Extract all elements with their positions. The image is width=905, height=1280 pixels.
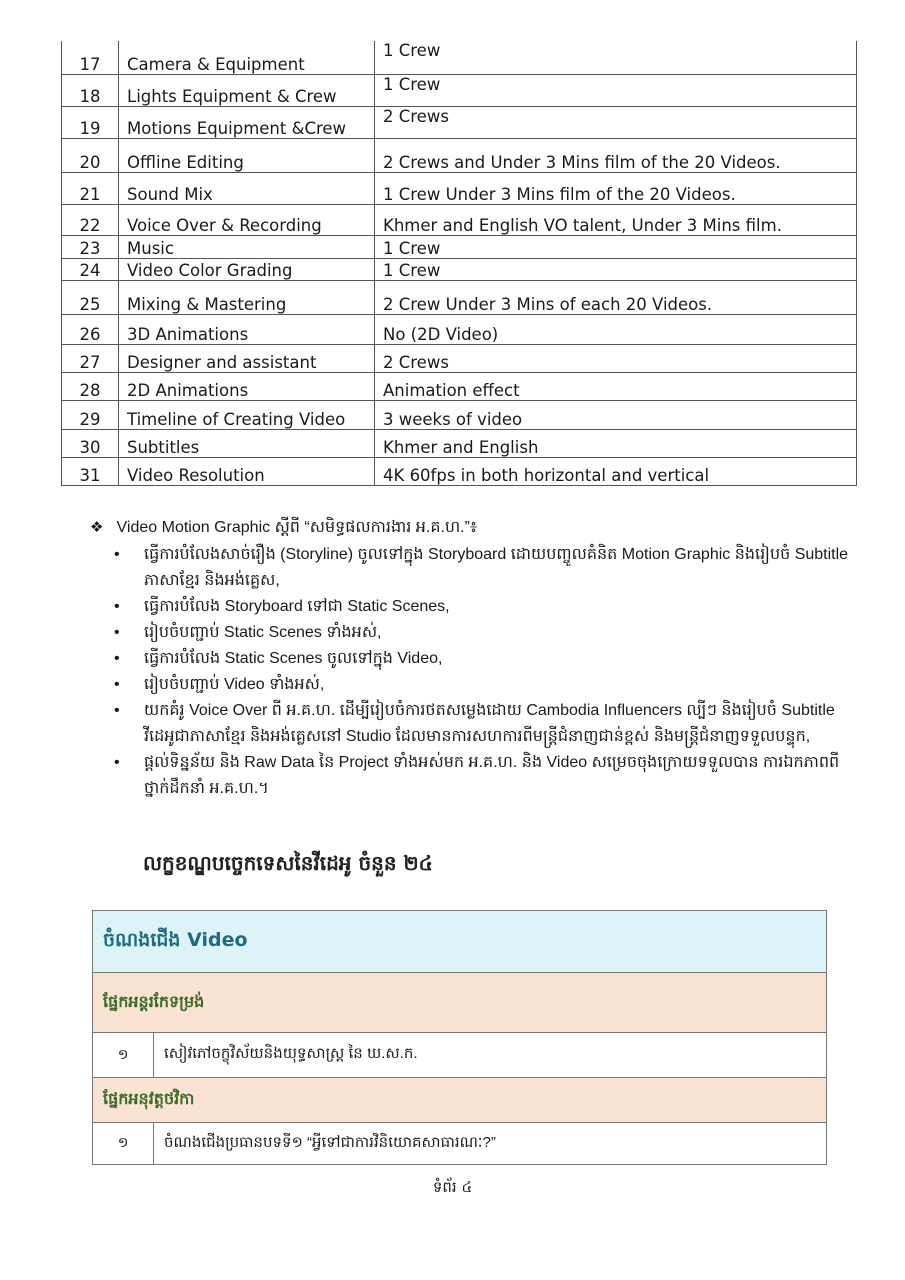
- list-item: [114, 672, 859, 698]
- row-value: Animation effect: [375, 372, 857, 400]
- list-item: [114, 620, 859, 646]
- bullet-text: ផ្តល់ទិន្នន័យ និង Raw Data នៃ Project ទាំងអស់មក អ.គ.ហ. និង Video សម្រេចចុងក្រោយទទួលបាន ការឯកភាពពីថ្នាក់ដឹកនាំ អ.គ.ហ.។: [144, 754, 840, 797]
- list-item: [114, 594, 859, 620]
- row-number: 20: [62, 138, 119, 172]
- bullet-dot-icon: •: [114, 624, 120, 641]
- row-value: 2 Crews and Under 3 Mins film of the 20 Videos.: [375, 138, 857, 172]
- group-header-2: ផ្នែកអនុវត្តថវិកា: [93, 1077, 826, 1122]
- bullet-list: [114, 542, 859, 802]
- table-row: [62, 41, 857, 74]
- bullet-dot-icon: •: [114, 676, 120, 693]
- row-item: 3D Animations: [119, 314, 375, 344]
- table-row: [62, 258, 857, 280]
- table-row: [62, 429, 857, 457]
- row-number: 28: [62, 372, 119, 400]
- row-value: 3 weeks of video: [375, 400, 857, 429]
- row-number: ១: [93, 1033, 154, 1077]
- bullet-text: ធ្វើការបំលែងសាច់រឿង (Storyline) ចូលទៅក្នុង Storyboard ដោយបញ្ចូលគំនិត Motion Graphic និងរៀបចំ Subtitle ភាសាខ្មែរ និងអង់គ្លេស,: [144, 546, 849, 589]
- row-item: Camera & Equipment: [119, 41, 375, 74]
- list-item: [114, 542, 859, 594]
- table-row: [62, 400, 857, 429]
- table-row: [62, 344, 857, 372]
- bullet-text: ធ្វើការបំលែង Storyboard ទៅជា Static Scenes,: [144, 598, 450, 615]
- page-number: ទំព័រ ៤: [432, 1178, 473, 1196]
- row-item: Mixing & Mastering: [119, 280, 375, 314]
- row-item: Voice Over & Recording: [119, 204, 375, 235]
- row-text: ចំណងជើងប្រធានបទទី១ “អ្វីទៅជាការវិនិយោគសាធារណៈ?”: [164, 1133, 496, 1151]
- table-row: [62, 372, 857, 400]
- row-value: 1 Crew: [375, 258, 857, 280]
- bullet-text: យកគំរូ Voice Over ពី អ.គ.ហ. ដើម្បីរៀបចំការថតសម្លេងដោយ Cambodia Influencers ល្បីៗ និងរៀបចំ Subtitle វីដេអូជាភាសាខ្មែរ និងអង់គ្លេសនៅ Studio ដែលមានការសហការពីមន្ត្រីជំនាញជាន់ខ្ពស់ និងមន្ត្រីជំនាញទទួលបន្ទុក,: [144, 702, 835, 745]
- row-value: 1 Crew: [375, 235, 857, 258]
- bullet-text: ធ្វើការបំលែង Static Scenes ចូលទៅក្នុង Video,: [144, 650, 443, 667]
- section-heading: Video Motion Graphic ស្តីពី “សមិទ្ធផលការងារ អ.គ.ហ.”៖: [116, 519, 477, 536]
- video-title-table: [92, 910, 827, 1165]
- bullet-text: រៀបចំបញ្ជាប់ Video ទាំងអស់,: [144, 676, 325, 693]
- row-value: Khmer and English: [375, 429, 857, 457]
- group-header-1: ផ្នែកអន្តរកែទម្រង់: [93, 972, 826, 1032]
- bullet-dot-icon: •: [114, 702, 120, 719]
- row-number: 27: [62, 344, 119, 372]
- row-number: 30: [62, 429, 119, 457]
- table-row: [93, 1032, 826, 1077]
- row-item: Lights Equipment & Crew: [119, 74, 375, 106]
- row-value: 2 Crew Under 3 Mins of each 20 Videos.: [375, 280, 857, 314]
- table-row: [62, 280, 857, 314]
- table-row: [62, 106, 857, 138]
- table-row: [93, 1122, 826, 1164]
- spec-table: [61, 41, 857, 486]
- table-row: [62, 235, 857, 258]
- row-item: Music: [119, 235, 375, 258]
- row-text: សៀវភៅចក្ខុវិស័យនិងយុទ្ធសាស្ត្រ នៃ ឃ.ស.ក.: [164, 1045, 418, 1062]
- bullet-text: រៀបចំបញ្ជាប់ Static Scenes ទាំងអស់,: [144, 624, 382, 641]
- row-item: Video Color Grading: [119, 258, 375, 280]
- table-row: [62, 457, 857, 485]
- row-item: Offline Editing: [119, 138, 375, 172]
- row-number: 23: [62, 235, 119, 258]
- list-item: [114, 646, 859, 672]
- table-header: ចំណងជើង Video: [93, 911, 826, 972]
- row-number: 17: [62, 41, 119, 74]
- diamond-bullet-icon: ❖: [90, 518, 104, 536]
- row-item: Sound Mix: [119, 172, 375, 204]
- list-item: [114, 698, 859, 750]
- row-value: No (2D Video): [375, 314, 857, 344]
- row-item: Motions Equipment &Crew: [119, 106, 375, 138]
- row-item: 2D Animations: [119, 372, 375, 400]
- row-number: 24: [62, 258, 119, 280]
- row-number: 26: [62, 314, 119, 344]
- row-number: 18: [62, 74, 119, 106]
- row-value: Khmer and English VO talent, Under 3 Mins film.: [375, 204, 857, 235]
- bullet-dot-icon: •: [114, 754, 120, 771]
- table-row: [62, 138, 857, 172]
- row-value: 1 Crew: [375, 41, 857, 74]
- section-heading-line: [90, 516, 477, 540]
- row-number: 22: [62, 204, 119, 235]
- row-number: ១: [93, 1123, 154, 1164]
- table-row: [62, 74, 857, 106]
- row-value: 1 Crew: [375, 74, 857, 106]
- row-value: 1 Crew Under 3 Mins film of the 20 Videos.: [375, 172, 857, 204]
- row-number: 21: [62, 172, 119, 204]
- section-title: លក្ខខណ្ឌបច្ចេកទេសនៃវីដេអូ ចំនួន ២៤: [143, 851, 433, 875]
- row-item: Video Resolution: [119, 457, 375, 485]
- row-number: 29: [62, 400, 119, 429]
- list-item: [114, 750, 859, 802]
- spec-table-body: [62, 41, 857, 485]
- row-number: 25: [62, 280, 119, 314]
- row-number: 31: [62, 457, 119, 485]
- row-value: 2 Crews: [375, 106, 857, 138]
- row-item: Designer and assistant: [119, 344, 375, 372]
- table-row: [62, 314, 857, 344]
- bullet-dot-icon: •: [114, 650, 120, 667]
- bullet-dot-icon: •: [114, 598, 120, 615]
- table-row: [62, 204, 857, 235]
- row-value: 2 Crews: [375, 344, 857, 372]
- table-row: [62, 172, 857, 204]
- row-item: Subtitles: [119, 429, 375, 457]
- row-value: 4K 60fps in both horizontal and vertical: [375, 457, 857, 485]
- bullet-dot-icon: •: [114, 546, 120, 563]
- row-item: Timeline of Creating Video: [119, 400, 375, 429]
- row-number: 19: [62, 106, 119, 138]
